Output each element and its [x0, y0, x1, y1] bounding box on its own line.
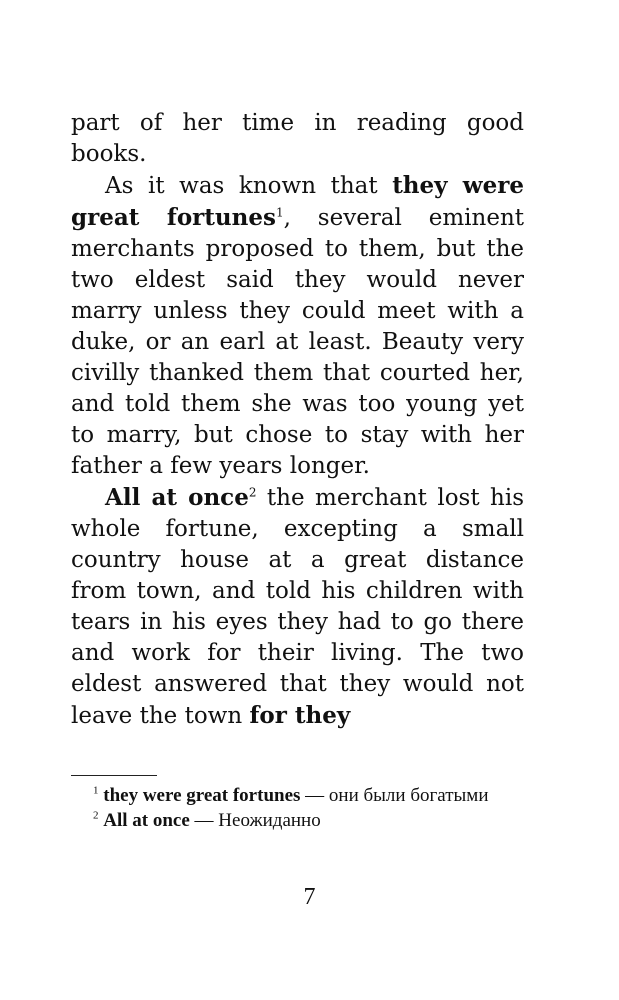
- footnote-number: 2: [93, 809, 99, 822]
- paragraph-2-text-b: , several eminent merchants proposed to them, but the two eldest said they would never marry unless they could meet with a duke, or an earl at least. Beauty very civilly thanked them that courted her, and told them she was too young yet to marry, but chose to stay with her father a few years longer.: [71, 205, 525, 479]
- footnote-ref-1: 1: [275, 205, 284, 220]
- footnote-number: 1: [93, 784, 99, 797]
- footnote-dash: —: [189, 810, 219, 831]
- page-number: 7: [303, 884, 316, 910]
- footnote-translation: Неожиданно: [218, 810, 321, 831]
- footnote-divider: [71, 775, 157, 776]
- paragraph-1: part of her time in reading good books.: [71, 110, 524, 167]
- footnote-term: All at once: [103, 810, 190, 831]
- bold-term-2: All at once: [105, 484, 249, 511]
- paragraph-3: [71, 482, 524, 732]
- footnotes: [71, 783, 524, 833]
- footnote-translation: они были богатыми: [328, 785, 489, 806]
- footnote-2: [71, 808, 524, 833]
- paragraph-2: [71, 170, 524, 482]
- footnote-1: [71, 783, 524, 808]
- footnote-ref-2: 2: [248, 485, 257, 500]
- paragraph-2-text-a: As it was known that: [105, 173, 393, 199]
- paragraph-3-text-a: the merchant lost his whole fortune, excepting a small country house at a great distance from town, and told his children with tears in his eyes they had to go there and work for their living. The two eldest answered that they would not leave the town: [71, 485, 524, 729]
- footnote-term: they were great fortunes: [103, 785, 301, 806]
- page-body: [71, 108, 524, 732]
- bold-term-1: they were great fortunes: [71, 172, 524, 231]
- footnote-dash: —: [300, 785, 329, 806]
- bold-term-3: for they: [249, 702, 351, 729]
